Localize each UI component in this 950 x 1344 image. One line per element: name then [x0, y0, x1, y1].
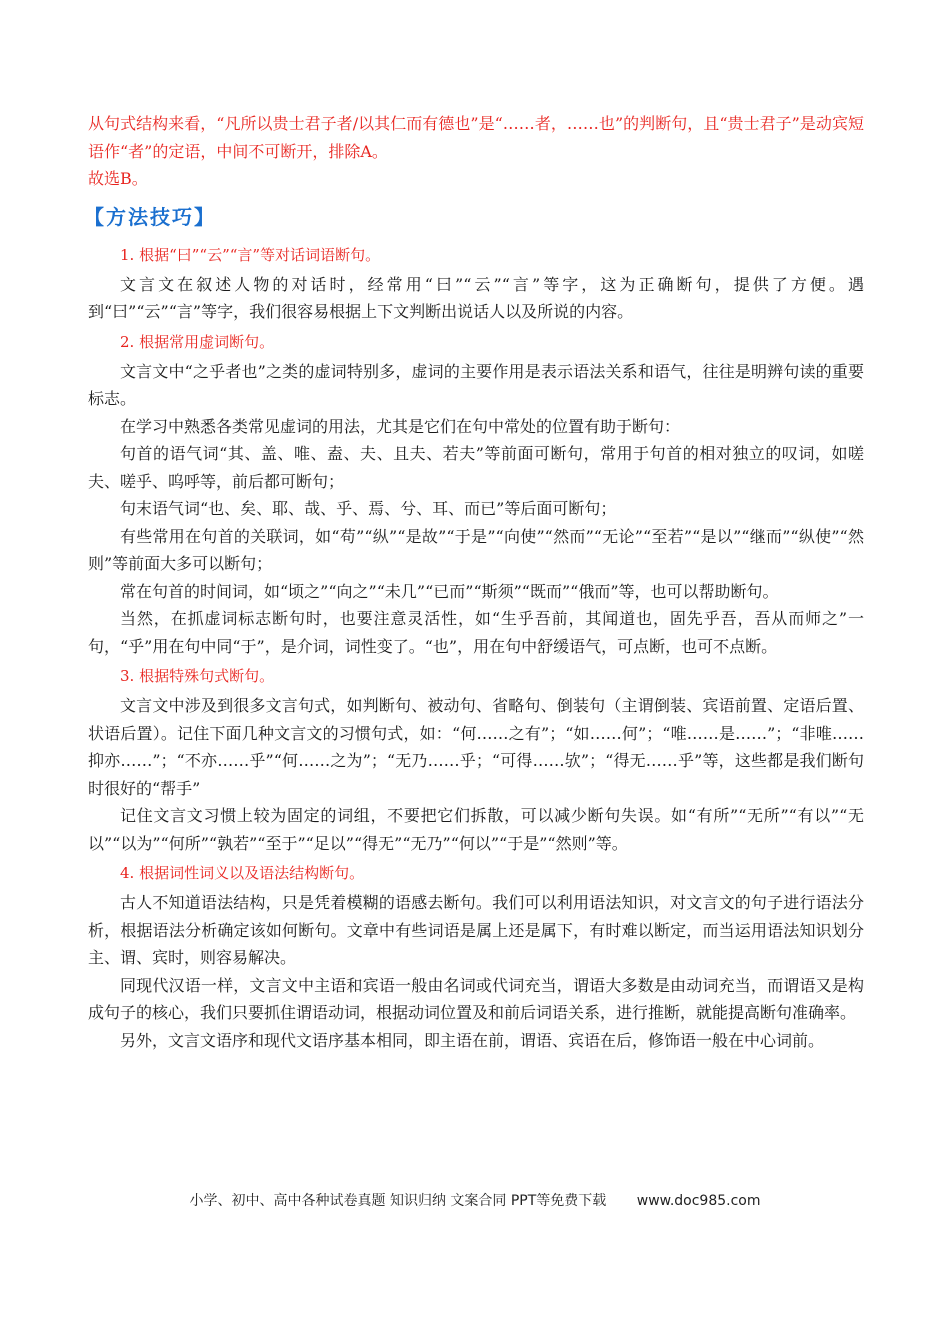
- document-page: [84, 110, 864, 1054]
- method-2: [88, 328, 864, 661]
- method-4: [88, 859, 864, 1054]
- method-paragraph: 另外，文言文语序和现代文语序基本相同，即主语在前，谓语、宾语在后，修饰语一般在中心词前。: [120, 1030, 825, 1050]
- method-paragraph: 文言文中“之乎者也”之类的虚词特别多，虚词的主要作用是表示语法关系和语气，往往是明辨句读的重要标志。: [88, 361, 864, 408]
- method-3: [88, 662, 864, 857]
- method-heading: 2. 根据常用虚词断句。: [120, 332, 275, 351]
- method-1: [88, 241, 864, 326]
- method-paragraph: 文言文中涉及到很多文言句式，如判断句、被动句、省略句、倒装句（主谓倒装、宾语前置、定语后置、状语后置）。记住下面几种文言文的习惯句式，如：“何……之有”；“如……何”；“唯……是……”；“非唯……抑亦……”；“不亦……乎”“何……之为”；“无乃……乎；“可得……欤”；“得无……乎”等，这些都是我们断句时很好的“帮手”: [88, 696, 864, 798]
- method-paragraph: 记住文言文习惯上较为固定的词组，不要把它们拆散，可以减少断句失误。如“有所”“无所”“有以”“无以”“以为”“何所”“孰若”“至于”“足以”“得无”“无乃”“何以”“于是”“然则”等。: [88, 806, 864, 853]
- answer-conclusion: 故选B。: [88, 169, 148, 188]
- method-paragraph: 在学习中熟悉各类常见虚词的用法，尤其是它们在句中常处的位置有助于断句：: [120, 416, 681, 436]
- method-paragraph: 有些常用在句首的关联词，如“苟”“纵”“是故”“于是”“向使”“然而”“无论”“至若”“是以”“继而”“纵使”“然则”等前面大多可以断句；: [88, 526, 864, 573]
- method-paragraph: 古人不知道语法结构，只是凭着模糊的语感去断句。我们可以利用语法知识，对文言文的句子进行语法分析，根据语法分析确定该如何断句。文章中有些词语是属上还是属下，有时难以断定，而当运用语法知识划分主、谓、宾时，则容易解决。: [88, 893, 864, 967]
- method-paragraph: 当然，在抓虚词标志断句时，也要注意灵活性，如“生乎吾前，其闻道也，固先乎吾，吾从而师之”一句，“乎”用在句中同“于”，是介词，词性变了。“也”，用在句中舒缓语气，可点断，也可不点断。: [88, 609, 864, 656]
- method-heading: 4. 根据词性词义以及语法结构断句。: [120, 864, 365, 882]
- method-paragraph: 句末语气词“也、矣、耶、哉、乎、焉、兮、耳、而已”等后面可断句；: [120, 499, 617, 518]
- footer-url[interactable]: www.doc985.com: [636, 1193, 761, 1209]
- section-title: 【方法技巧】: [84, 204, 216, 229]
- method-paragraph: 文言文在叙述人物的对话时，经常用“曰”“云”“言”等字，这为正确断句，提供了方便。遇到“曰”“云”“言”等字，我们很容易根据上下文判断出说话人以及所说的内容。: [88, 274, 864, 321]
- method-heading: 3. 根据特殊句式断句。: [120, 667, 275, 685]
- answer-explanation: 从句式结构来看，“凡所以贵士君子者/以其仁而有德也”是“……者，……也”的判断句，且“贵士君子”是动宾短语作“者”的定语，中间不可断开，排除A。: [88, 114, 864, 161]
- method-paragraph: 同现代汉语一样，文言文中主语和宾语一般由名词或代词充当，谓语大多数是由动词充当，而谓语又是构成句子的核心，我们只要抓住谓语动词，根据动词位置及和前后词语关系，进行推断，就能提高断句准确率。: [88, 975, 864, 1022]
- method-heading: 1. 根据“曰”“云”“言”等对话词语断句。: [120, 245, 381, 264]
- method-paragraph: 句首的语气词“其、盖、唯、盍、夫、且夫、若夫”等前面可断句，常用于句首的相对独立的叹词，如嗟夫、嗟乎、呜呼等，前后都可断句；: [88, 444, 864, 491]
- footer-text: 小学、初中、高中各种试卷真题 知识归纳 文案合同 PPT等免费下载: [189, 1193, 607, 1209]
- page-footer: [0, 1190, 950, 1210]
- method-paragraph: 常在句首的时间词，如“顷之”“向之”“未几”“已而”“斯须”“既而”“俄而”等，也可以帮助断句。: [120, 581, 779, 601]
